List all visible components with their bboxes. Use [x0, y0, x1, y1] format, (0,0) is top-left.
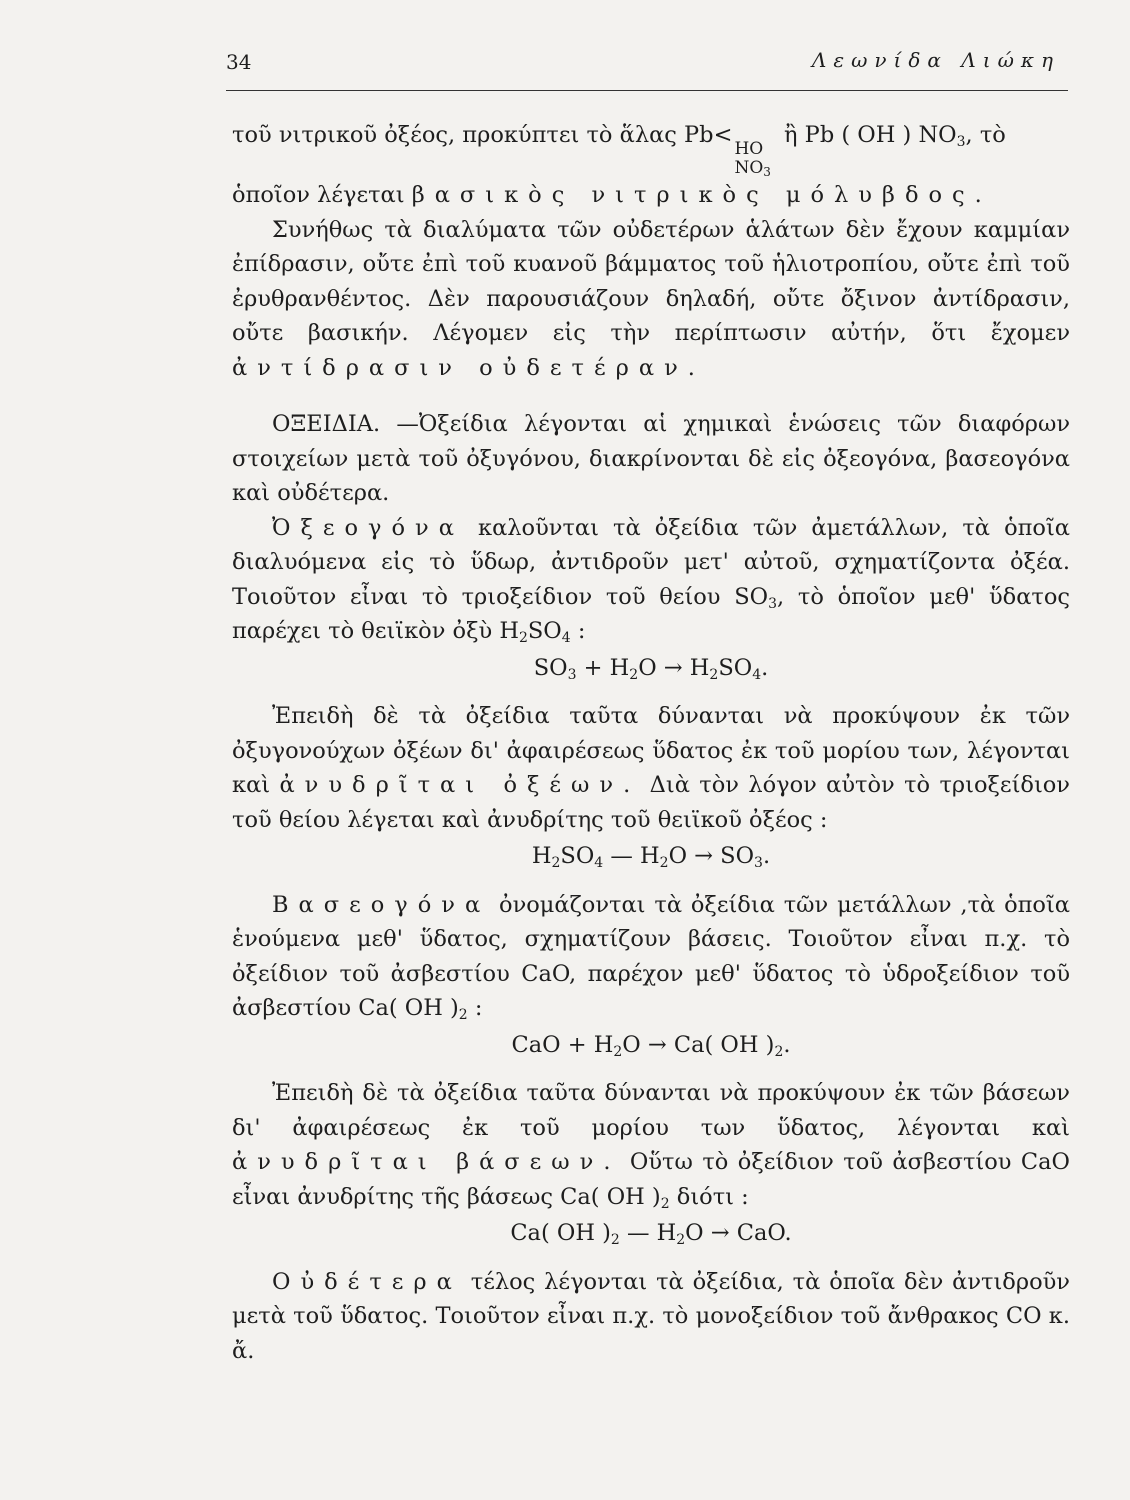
spaced-term: ἀνυδρῖται ὀξέων. [279, 772, 641, 798]
spaced-term: Βασεογόνα [272, 891, 491, 918]
page-body [232, 118, 1070, 1368]
header-rule [226, 90, 1068, 91]
hydroxy-nitrate-fraction: HO $NO_3$ [734, 139, 771, 179]
running-head [226, 44, 1066, 84]
spaced-term: Ὀξεογόνα [272, 514, 464, 541]
paragraph-base-anhydrides: Ἐπειδὴ δὲ τὰ ὀξείδια ταῦτα δύνανται νὰ προκύψουν ἐκ τῶν βάσεων δι' ἀφαιρέσεως ἐκ τοῦ μορίου των ὕδατος, λέγονται καὶ ἀνυδρῖται βάσεων. Οὕτω τὸ ὀξείδιον τοῦ ἀσβεστίου CaO εἶναι ἀνυδρίτης τῆς βάσεως Ca( OH )$_2$ διότι : [232, 1080, 1070, 1212]
equation-h2so4-dehydration: $H_2SO_4$ — $H_2O \to SO_3$. [531, 843, 771, 871]
spaced-term: ἀνυδρῖται βάσεων. [232, 1149, 621, 1175]
spaced-term: βασικὸς νιτρικὸς μόλυβδος. [411, 182, 992, 208]
running-head-author: Λεωνίδα Λιώκη [811, 48, 1060, 72]
paragraph-acid-anhydrides: Ἐπειδὴ δὲ τὰ ὀξείδια ταῦτα δύνανται νὰ προκύψουν ἐκ τῶν ὀξυγονούχων ὀξέων δι' ἀφαιρέσεως ὕδατος ἐκ τοῦ μορίου των, λέγονται καὶ ἀνυδρῖται ὀξέων. Διὰ τὸν λόγον αὐτὸν τὸ τριοξείδιον τοῦ θείου λέγεται καὶ ἀνυδρίτης τοῦ θειϊκοῦ ὀξέος : [232, 703, 1070, 833]
paragraph-basic-lead-nitrate: τοῦ νιτρικοῦ ὀξέος, προκύπτει τὸ ἅλας Pb< HO $NO_3$ ἢ Pb ( OH ) $NO_3$, τὸ ὁποῖον λέγεται βασικὸς νιτρικὸς μόλυβδος. [232, 122, 1006, 208]
paragraph-neutral-oxides: Οὐδέτερα τέλος λέγονται τὰ ὀξείδια, τὰ ὁποῖα δὲν ἀντιδροῦν μετὰ τοῦ ὕδατος. Τοιοῦτον εἶναι π.χ. τὸ μονοξείδιον τοῦ ἄνθρακος CO κ. ἄ. [232, 1268, 1070, 1364]
paragraph-neutral-salts: Συνήθως τὰ διαλύματα τῶν οὐδετέρων ἁλάτων δὲν ἔχουν καμμίαν ἐπίδρασιν, οὔτε ἐπὶ τοῦ κυανοῦ βάμματος τοῦ ἡλιοτροπίου, οὔτε ἐπὶ τοῦ ἐρυθρανθέντος. Δὲν παρουσιάζουν δηλαδή, οὔτε ὄξινον ἀντίδρασιν, οὔτε βασικήν. Λέγομεν εἰς τὴν περίπτωσιν αὐτήν, ὅτι ἔχομεν ἀντίδρασιν οὐδετέραν. [232, 216, 1070, 381]
spaced-term: Οὐδέτερα [272, 1268, 462, 1295]
equation-caoh2-dehydration: Ca( OH )$_2$ — $H_2O$ → CaO. [510, 1220, 792, 1248]
spaced-term: ἀντίδρασιν οὐδετέραν. [232, 354, 705, 381]
equation-cao-water: CaO + $H_2O \to Ca$( OH )$_2$. [511, 1031, 791, 1060]
paragraph-basic-oxides: Βασεογόνα ὀνομάζονται τὰ ὀξείδια τῶν μετάλλων ,τὰ ὁποῖα ἑνούμενα μεθ' ὕδατος, σχηματίζουν βάσεις. Τοιοῦτον εἶναι π.χ. τὸ ὀξείδιον τοῦ ἀσβεστίου CaO, παρέχον μεθ' ὕδατος τὸ ὑδροξείδιον τοῦ ἀσβεστίου Ca( OH )$_2$ : [232, 891, 1070, 1023]
equation-so3-water: $SO_3 + H_2O \to H_2SO_4$. [533, 654, 769, 683]
paragraph-acidic-oxides: Ὀξεογόνα καλοῦνται τὰ ὀξείδια τῶν ἀμετάλλων, τὰ ὁποῖα διαλυόμενα εἰς τὸ ὕδωρ, ἀντιδροῦν μετ' αὐτοῦ, σχηματίζοντα ὀξέα. Τοιοῦτον εἶναι τὸ τριοξείδιον τοῦ θείου $SO_3$, τὸ ὁποῖον μεθ' ὕδατος παρέχει τὸ θειϊκὸν ὀξὺ $H_2SO_4$ : [232, 514, 1070, 646]
page-number: 34 [226, 50, 252, 74]
paragraph-oxides-definition: ΟΞΕΙΔΙΑ. —Ὀξείδια λέγονται αἱ χημικαὶ ἑνώσεις τῶν διαφόρων στοιχείων μετὰ τοῦ ὀξυγόνου, διακρίνονται δὲ εἰς ὀξεογόνα, βασεογόνα καὶ οὐδέτερα. [232, 411, 1070, 506]
